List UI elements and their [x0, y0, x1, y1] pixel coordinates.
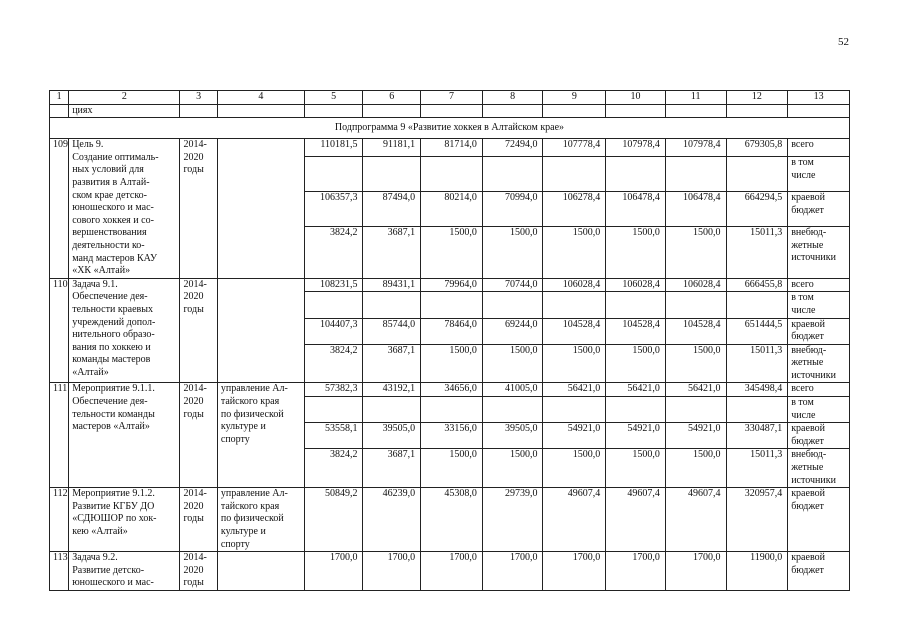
value-cell: 679305,8	[726, 139, 788, 157]
value-cell: 1500,0	[482, 344, 543, 383]
value-cell: 79964,0	[421, 278, 483, 292]
header-cell: 6	[363, 91, 421, 105]
value-cell: 104528,4	[665, 318, 726, 344]
value-cell: 45308,0	[421, 488, 483, 552]
empty-cell	[304, 104, 363, 118]
value-cell: 1700,0	[543, 552, 606, 591]
value-cell: 15011,3	[726, 449, 788, 488]
empty-cell	[543, 104, 606, 118]
value-cell: 1700,0	[606, 552, 666, 591]
value-cell	[304, 157, 363, 192]
empty-cell	[482, 104, 543, 118]
row-executor	[217, 552, 304, 591]
funding-source: всего	[788, 383, 850, 397]
value-cell	[363, 397, 421, 423]
header-cell: 1	[50, 91, 69, 105]
value-cell: 1500,0	[421, 227, 483, 279]
table-row	[50, 488, 850, 552]
header-cell: 12	[726, 91, 788, 105]
funding-source: краевой бюджет	[788, 552, 850, 591]
continuation-text: циях	[69, 104, 180, 118]
value-cell: 330487,1	[726, 423, 788, 449]
header-cell: 3	[180, 91, 217, 105]
value-cell: 106478,4	[606, 192, 666, 227]
value-cell: 29739,0	[482, 488, 543, 552]
value-cell: 70994,0	[482, 192, 543, 227]
program-table	[49, 90, 850, 591]
value-cell: 1700,0	[363, 552, 421, 591]
value-cell: 34656,0	[421, 383, 483, 397]
value-cell: 43192,1	[363, 383, 421, 397]
value-cell: 56421,0	[665, 383, 726, 397]
value-cell: 39505,0	[482, 423, 543, 449]
value-cell: 1500,0	[606, 227, 666, 279]
value-cell	[421, 292, 483, 318]
value-cell	[543, 157, 606, 192]
value-cell: 1500,0	[482, 227, 543, 279]
value-cell: 41005,0	[482, 383, 543, 397]
row-number: 112	[50, 488, 69, 552]
funding-source: всего	[788, 139, 850, 157]
value-cell: 1500,0	[665, 449, 726, 488]
value-cell	[665, 397, 726, 423]
row-name: Цель 9. Создание оптималь- ных условий для развития в Алтай- ском крае детско- юношеского и мас- сового хоккея и со- вершенствования деятельности ко- манд мастеров КАУ «ХК «Алтай»	[69, 139, 180, 279]
value-cell: 1500,0	[421, 344, 483, 383]
value-cell	[726, 157, 788, 192]
table-row	[50, 278, 850, 292]
row-name: Задача 9.1. Обеспечение дея- тельности краевых учреждений допол- нительного образо- вания по хоккею и команды мастеров «Алтай»	[69, 278, 180, 383]
empty-cell	[421, 104, 483, 118]
value-cell: 49607,4	[543, 488, 606, 552]
value-cell: 1700,0	[304, 552, 363, 591]
funding-source: всего	[788, 278, 850, 292]
value-cell: 39505,0	[363, 423, 421, 449]
value-cell	[726, 397, 788, 423]
value-cell: 3687,1	[363, 449, 421, 488]
value-cell: 49607,4	[665, 488, 726, 552]
funding-source: в том числе	[788, 157, 850, 192]
row-executor: управление Ал- тайского края по физической культуре и спорту	[217, 488, 304, 552]
row-name: Мероприятие 9.1.1. Обеспечение дея- тельности команды мастеров «Алтай»	[69, 383, 180, 488]
value-cell: 80214,0	[421, 192, 483, 227]
header-cell: 4	[217, 91, 304, 105]
value-cell: 3824,2	[304, 344, 363, 383]
row-number: 109	[50, 139, 69, 279]
value-cell: 1700,0	[482, 552, 543, 591]
value-cell	[543, 397, 606, 423]
empty-cell	[606, 104, 666, 118]
value-cell: 1500,0	[421, 449, 483, 488]
row-number: 111	[50, 383, 69, 488]
header-cell: 2	[69, 91, 180, 105]
value-cell: 1500,0	[665, 344, 726, 383]
value-cell: 54921,0	[606, 423, 666, 449]
row-period: 2014- 2020 годы	[180, 552, 217, 591]
table-row	[50, 139, 850, 157]
value-cell	[482, 292, 543, 318]
value-cell: 78464,0	[421, 318, 483, 344]
row-period: 2014- 2020 годы	[180, 383, 217, 488]
value-cell	[363, 292, 421, 318]
value-cell	[304, 292, 363, 318]
value-cell: 1700,0	[421, 552, 483, 591]
value-cell	[482, 397, 543, 423]
value-cell: 320957,4	[726, 488, 788, 552]
value-cell: 3824,2	[304, 227, 363, 279]
funding-source: внебюд- жетные источники	[788, 449, 850, 488]
value-cell: 106278,4	[543, 192, 606, 227]
value-cell: 15011,3	[726, 344, 788, 383]
continuation-row	[50, 104, 850, 118]
value-cell: 1500,0	[665, 227, 726, 279]
empty-cell	[788, 104, 850, 118]
row-number: 110	[50, 278, 69, 383]
value-cell: 33156,0	[421, 423, 483, 449]
empty-cell	[665, 104, 726, 118]
value-cell: 651444,5	[726, 318, 788, 344]
value-cell: 11900,0	[726, 552, 788, 591]
funding-source: краевой бюджет	[788, 192, 850, 227]
funding-source: внебюд- жетные источники	[788, 227, 850, 279]
subprogram-title: Подпрограмма 9 «Развитие хоккея в Алтайском крае»	[50, 118, 850, 139]
value-cell: 1500,0	[543, 344, 606, 383]
header-cell: 9	[543, 91, 606, 105]
funding-source: в том числе	[788, 397, 850, 423]
page-number: 52	[838, 36, 849, 48]
value-cell: 3687,1	[363, 227, 421, 279]
value-cell	[726, 292, 788, 318]
value-cell: 106028,4	[543, 278, 606, 292]
value-cell: 15011,3	[726, 227, 788, 279]
value-cell: 87494,0	[363, 192, 421, 227]
header-row	[50, 91, 850, 105]
value-cell: 345498,4	[726, 383, 788, 397]
row-period: 2014- 2020 годы	[180, 139, 217, 279]
row-period: 2014- 2020 годы	[180, 488, 217, 552]
row-name: Задача 9.2. Развитие детско- юношеского и мас-	[69, 552, 180, 591]
value-cell: 106478,4	[665, 192, 726, 227]
value-cell: 56421,0	[543, 383, 606, 397]
value-cell: 69244,0	[482, 318, 543, 344]
header-cell: 5	[304, 91, 363, 105]
header-cell: 13	[788, 91, 850, 105]
empty-cell	[726, 104, 788, 118]
value-cell: 72494,0	[482, 139, 543, 157]
value-cell: 104528,4	[606, 318, 666, 344]
value-cell: 664294,5	[726, 192, 788, 227]
value-cell: 49607,4	[606, 488, 666, 552]
value-cell	[665, 292, 726, 318]
header-cell: 7	[421, 91, 483, 105]
value-cell: 54921,0	[543, 423, 606, 449]
header-cell: 10	[606, 91, 666, 105]
value-cell	[482, 157, 543, 192]
value-cell: 70744,0	[482, 278, 543, 292]
value-cell: 1500,0	[606, 344, 666, 383]
value-cell	[606, 157, 666, 192]
value-cell: 89431,1	[363, 278, 421, 292]
value-cell: 1700,0	[665, 552, 726, 591]
value-cell: 107778,4	[543, 139, 606, 157]
value-cell	[606, 397, 666, 423]
header-cell: 11	[665, 91, 726, 105]
value-cell: 106357,3	[304, 192, 363, 227]
value-cell: 53558,1	[304, 423, 363, 449]
table-row	[50, 552, 850, 591]
value-cell	[606, 292, 666, 318]
value-cell: 104407,3	[304, 318, 363, 344]
empty-cell	[217, 104, 304, 118]
funding-source: в том числе	[788, 292, 850, 318]
value-cell: 3687,1	[363, 344, 421, 383]
empty-cell	[180, 104, 217, 118]
value-cell: 106028,4	[606, 278, 666, 292]
funding-source: краевой бюджет	[788, 488, 850, 552]
funding-source: краевой бюджет	[788, 318, 850, 344]
subprogram-row	[50, 118, 850, 139]
value-cell: 1500,0	[482, 449, 543, 488]
value-cell: 106028,4	[665, 278, 726, 292]
value-cell: 1500,0	[606, 449, 666, 488]
value-cell: 85744,0	[363, 318, 421, 344]
value-cell: 1500,0	[543, 449, 606, 488]
value-cell	[543, 292, 606, 318]
value-cell: 50849,2	[304, 488, 363, 552]
value-cell	[363, 157, 421, 192]
value-cell	[421, 397, 483, 423]
value-cell: 56421,0	[606, 383, 666, 397]
value-cell: 666455,8	[726, 278, 788, 292]
value-cell: 3824,2	[304, 449, 363, 488]
empty-cell	[50, 104, 69, 118]
value-cell: 81714,0	[421, 139, 483, 157]
value-cell: 57382,3	[304, 383, 363, 397]
funding-source: краевой бюджет	[788, 423, 850, 449]
row-executor	[217, 139, 304, 279]
funding-source: внебюд- жетные источники	[788, 344, 850, 383]
value-cell	[421, 157, 483, 192]
empty-cell	[363, 104, 421, 118]
value-cell: 110181,5	[304, 139, 363, 157]
value-cell	[304, 397, 363, 423]
row-name: Мероприятие 9.1.2. Развитие КГБУ ДО «СДЮШОР по хок- кею «Алтай»	[69, 488, 180, 552]
value-cell: 54921,0	[665, 423, 726, 449]
value-cell: 107978,4	[606, 139, 666, 157]
value-cell	[665, 157, 726, 192]
value-cell: 104528,4	[543, 318, 606, 344]
value-cell: 107978,4	[665, 139, 726, 157]
value-cell: 46239,0	[363, 488, 421, 552]
row-executor: управление Ал- тайского края по физической культуре и спорту	[217, 383, 304, 488]
row-executor	[217, 278, 304, 383]
table-row	[50, 383, 850, 397]
row-period: 2014- 2020 годы	[180, 278, 217, 383]
header-cell: 8	[482, 91, 543, 105]
value-cell: 91181,1	[363, 139, 421, 157]
row-number: 113	[50, 552, 69, 591]
value-cell: 1500,0	[543, 227, 606, 279]
value-cell: 108231,5	[304, 278, 363, 292]
